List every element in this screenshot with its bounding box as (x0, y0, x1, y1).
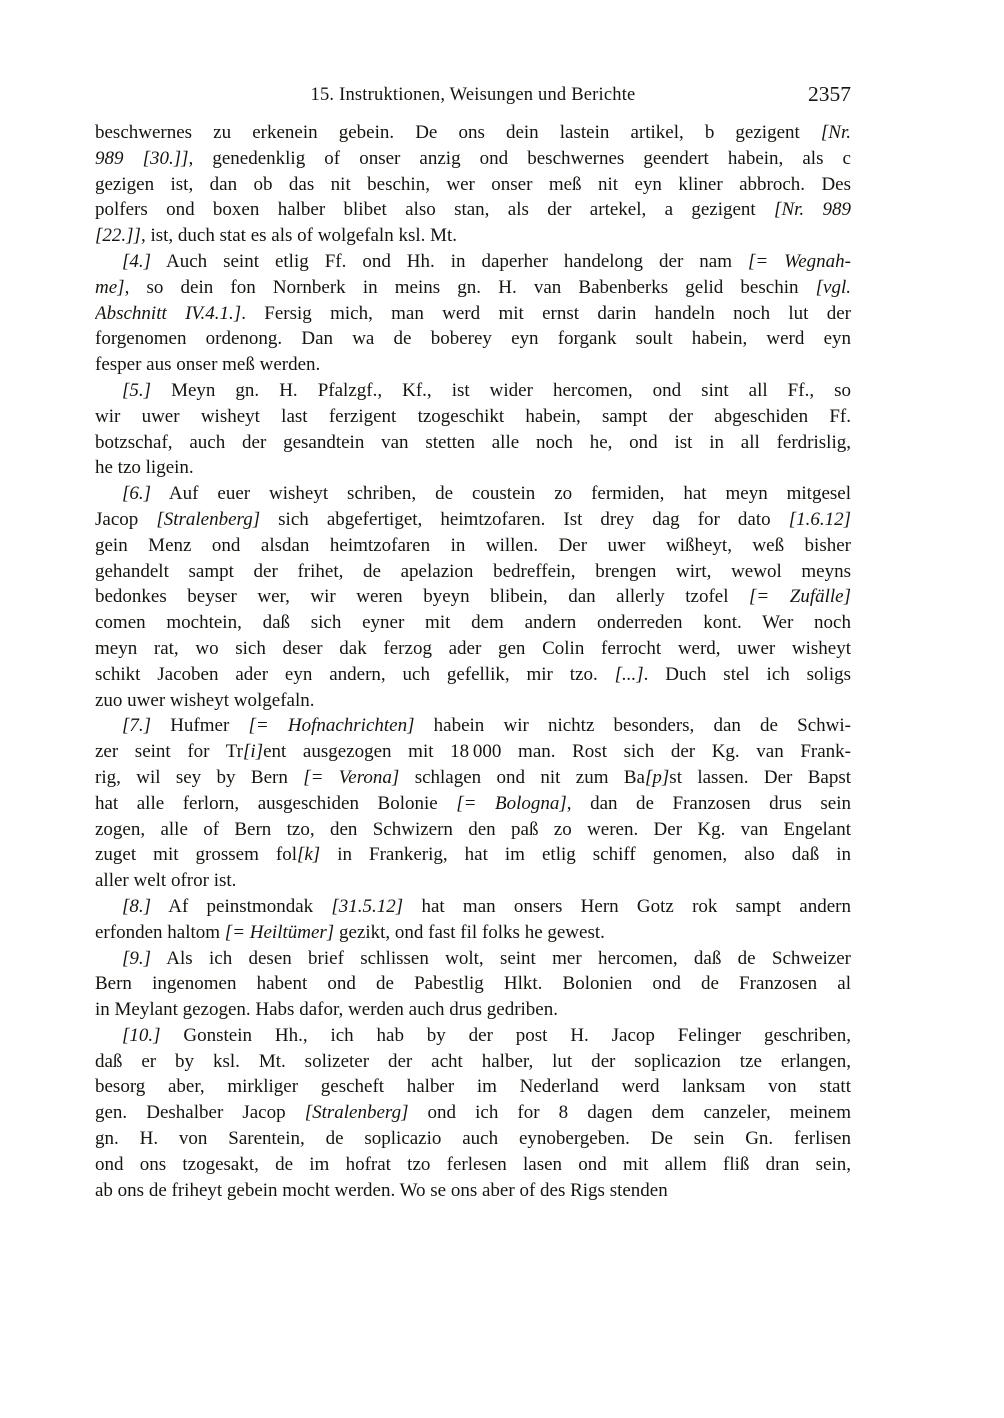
text-run: zuget mit grossem fol (95, 844, 297, 866)
editorial-insertion: [9.] (122, 947, 152, 969)
text-line (95, 1074, 851, 1100)
text-run: Meyn gn. H. Pfalzgf., Kf., ist wider hercomen, ond sint all Ff., so (151, 379, 851, 401)
text-run: schikt Jacoben ader eyn andern, uch gefellik, mir tzo. (95, 663, 615, 685)
text-line (95, 507, 851, 533)
paragraph (95, 120, 851, 249)
paragraph (95, 1023, 851, 1204)
text-run: meyn rat, wo sich deser dak ferzog ader gen Colin ferrocht werd, uwer wisheyt (95, 637, 851, 659)
document-body (95, 120, 851, 1203)
editorial-insertion: me] (95, 276, 125, 298)
editorial-insertion: [p] (645, 766, 670, 788)
editorial-insertion: [5.] (122, 379, 152, 401)
text-run: zogen, alle of Bern tzo, den Schwizern den paß zo weren. Der Kg. van Engelant (95, 818, 851, 840)
editorial-insertion: [Stralenberg] (156, 508, 261, 530)
text-run: aller welt ofror ist. (95, 870, 237, 892)
text-run: hat alle ferlorn, ausgeschiden Bolonie (95, 792, 457, 814)
editorial-insertion: [8.] (122, 895, 152, 917)
text-run: wir uwer wisheyt last ferzigent tzogeschikt habein, sampt der abgeschiden Ff. (95, 405, 851, 427)
text-line (95, 946, 851, 972)
text-run: polfers ond boxen halber blibet also stan, als der artekel, a gezigent (95, 199, 775, 221)
editorial-insertion: 989 [30.]] (95, 147, 189, 169)
editorial-insertion: [= Bologna] (456, 792, 567, 814)
text-run: Auch seint etlig Ff. ond Hh. in daperher handelong der nam (151, 250, 748, 272)
text-run: in Frankerig, hat im etlig schiff genomen, also daß in (320, 844, 851, 866)
text-run: in Meylant gezogen. Habs dafor, werden auch drus gedriben. (95, 999, 558, 1021)
text-run: botzschaf, auch der gesandtein van stetten alle noch he, ond ist in all ferdrislig, (95, 431, 851, 453)
text-line (95, 1178, 851, 1204)
text-line (95, 997, 851, 1023)
text-run: . Duch stel ich soligs (643, 663, 851, 685)
text-run: zuo uwer wisheyt wolgefaln. (95, 689, 315, 711)
text-run: Auf euer wisheyt schriben, de coustein zo fermiden, hat meyn mitgesel (151, 483, 851, 505)
text-line (95, 301, 851, 327)
text-line (95, 275, 851, 301)
text-run: schlagen ond nit zum Ba (399, 766, 645, 788)
paragraph (95, 378, 851, 481)
text-run: daß er by ksl. Mt. solizeter der acht halber, lut der soplicazion tze erlangen, (95, 1050, 851, 1072)
paragraph (95, 894, 851, 946)
editorial-insertion: [4.] (122, 250, 152, 272)
editorial-insertion: [...] (614, 663, 644, 685)
editorial-insertion: [10.] (122, 1024, 161, 1046)
text-line (95, 791, 851, 817)
text-run: zer seint for Tr (95, 741, 244, 763)
text-run: , genedenklig of onser anzig ond beschwernes geendert habein, als c (188, 147, 851, 169)
editorial-insertion: [= Verona] (303, 766, 400, 788)
text-run: hat man onsers Hern Gotz rok sampt andern (403, 895, 851, 917)
text-run: gezikt, ond fast fil folks he gewest. (334, 921, 605, 943)
editorial-insertion: [= Wegnah- (747, 250, 851, 272)
text-line (95, 1100, 851, 1126)
text-run: , ist, duch stat es als of wolgefaln ksl. Mt. (140, 225, 458, 247)
text-line (95, 559, 851, 585)
text-run: sich abgefertiget, heimtzofaren. Ist drey dag for dato (260, 508, 789, 530)
text-run: fesper aus onser meß werden. (95, 354, 321, 376)
editorial-insertion: [i] (243, 741, 264, 763)
text-run: ond ich for 8 dagen dem canzeler, meinem (408, 1102, 851, 1124)
text-run: gehandelt sampt der frihet, de apelazion bedreffein, brengen wirt, wewol meyns (95, 560, 851, 582)
text-line (95, 842, 851, 868)
editorial-insertion: [= Hofnachrichten] (248, 715, 415, 737)
editorial-insertion: [Stralenberg] (304, 1102, 409, 1124)
paragraph (95, 946, 851, 1023)
text-run: besorg aber, mirkliger gescheft halber im Nederland werd lanksam von statt (95, 1076, 851, 1098)
text-run: Bern ingenomen habent ond de Pabestlig Hlkt. Bolonien ond de Franzosen al (95, 973, 851, 995)
text-line (95, 920, 851, 946)
text-line (95, 249, 851, 275)
editorial-insertion: [Nr. (820, 122, 851, 143)
editorial-insertion: [Nr. 989 (774, 199, 851, 221)
text-run: rig, wil sey by Bern (95, 766, 304, 788)
text-line (95, 817, 851, 843)
text-line (95, 610, 851, 636)
editorial-insertion: [31.5.12] (331, 895, 404, 917)
text-line (95, 739, 851, 765)
text-run: forgenomen ordenong. Dan wa de boberey eyn forgank soult habein, werd eyn (95, 328, 851, 350)
text-run: bedonkes beyser wer, wir weren byeyn blibein, dan allerly tzofel (95, 586, 750, 608)
text-run: beschwernes zu erkenein gebein. De ons dein lastein artikel, b gezigent (95, 122, 821, 143)
text-run: erfonden haltom (95, 921, 225, 943)
text-run: habein wir nichtz besonders, dan de Schwi- (414, 715, 851, 737)
text-line (95, 971, 851, 997)
text-line (95, 1049, 851, 1075)
text-line (95, 1152, 851, 1178)
text-run: , dan de Franzosen drus sein (566, 792, 851, 814)
text-line (95, 1023, 851, 1049)
text-run: comen mochtein, daß sich eyner mit dem andern onderreden kont. Wer noch (95, 612, 851, 634)
running-head-title: 15. Instruktionen, Weisungen und Berichte (310, 85, 636, 105)
editorial-insertion: [k] (296, 844, 321, 866)
editorial-insertion: [6.] (122, 483, 152, 505)
text-line (95, 326, 851, 352)
editorial-insertion: [22.]] (95, 225, 141, 247)
text-line (95, 636, 851, 662)
text-line (95, 894, 851, 920)
text-line (95, 223, 851, 249)
text-line (95, 430, 851, 456)
text-line (95, 352, 851, 378)
text-line (95, 713, 851, 739)
editorial-insertion: [vgl. (815, 276, 851, 298)
text-run: he tzo ligein. (95, 457, 194, 479)
text-run: gein Menz ond alsdan heimtzofaren in willen. Der uwer wißheyt, weß bisher (95, 534, 851, 556)
text-run: Hufmer (151, 715, 249, 737)
text-line (95, 172, 851, 198)
text-line (95, 378, 851, 404)
text-run: Af peinstmondak (151, 895, 332, 917)
text-line (95, 481, 851, 507)
running-header (95, 82, 851, 108)
text-run: Als ich desen brief schlissen wolt, seint mer hercomen, daß de Schweizer (151, 947, 851, 969)
text-line (95, 197, 851, 223)
editorial-insertion: Abschnitt IV.4.1.] (95, 302, 242, 324)
paragraph (95, 713, 851, 894)
text-run: ent ausgezogen mit 18 000 man. Rost sich der Kg. van Frank- (263, 741, 851, 763)
text-run: Jacop (95, 508, 157, 530)
text-run: gezigen ist, dan ob das nit beschin, wer onser meß nit eyn kliner abbroch. Des (95, 173, 851, 195)
text-line (95, 1126, 851, 1152)
text-line (95, 455, 851, 481)
text-run: ond ons tzogesakt, de im hofrat tzo ferlesen lasen ond mit allem fliß dran sein, (95, 1153, 851, 1175)
text-line (95, 662, 851, 688)
editorial-insertion: [= Heiltümer] (224, 921, 335, 943)
editorial-insertion: [7.] (122, 715, 152, 737)
text-run: ab ons de friheyt gebein mocht werden. Wo se ons aber of des Rigs stenden (95, 1179, 668, 1201)
text-line (95, 404, 851, 430)
paragraph (95, 249, 851, 378)
text-line (95, 868, 851, 894)
text-line (95, 584, 851, 610)
text-run: st lassen. Der Bapst (669, 766, 851, 788)
text-run: gn. H. von Sarentein, de soplicazio auch eynobergeben. De sein Gn. ferlisen (95, 1128, 851, 1150)
text-line (95, 533, 851, 559)
paragraph (95, 481, 851, 713)
text-line (95, 120, 851, 146)
editorial-insertion: [= Zufälle] (749, 586, 851, 608)
text-line (95, 146, 851, 172)
text-line (95, 688, 851, 714)
text-run: Gonstein Hh., ich hab by der post H. Jacop Felinger geschriben, (160, 1024, 851, 1046)
text-run: . Fersig mich, man werd mit ernst darin handeln noch lut der (241, 302, 851, 324)
editorial-insertion: [1.6.12] (788, 508, 851, 530)
page-number: 2357 (808, 82, 851, 106)
text-line (95, 765, 851, 791)
text-run: , so dein fon Nornberk in meins gn. H. van Babenberks gelid beschin (124, 276, 816, 298)
page-content (95, 82, 851, 1203)
text-run: gen. Deshalber Jacop (95, 1102, 305, 1124)
